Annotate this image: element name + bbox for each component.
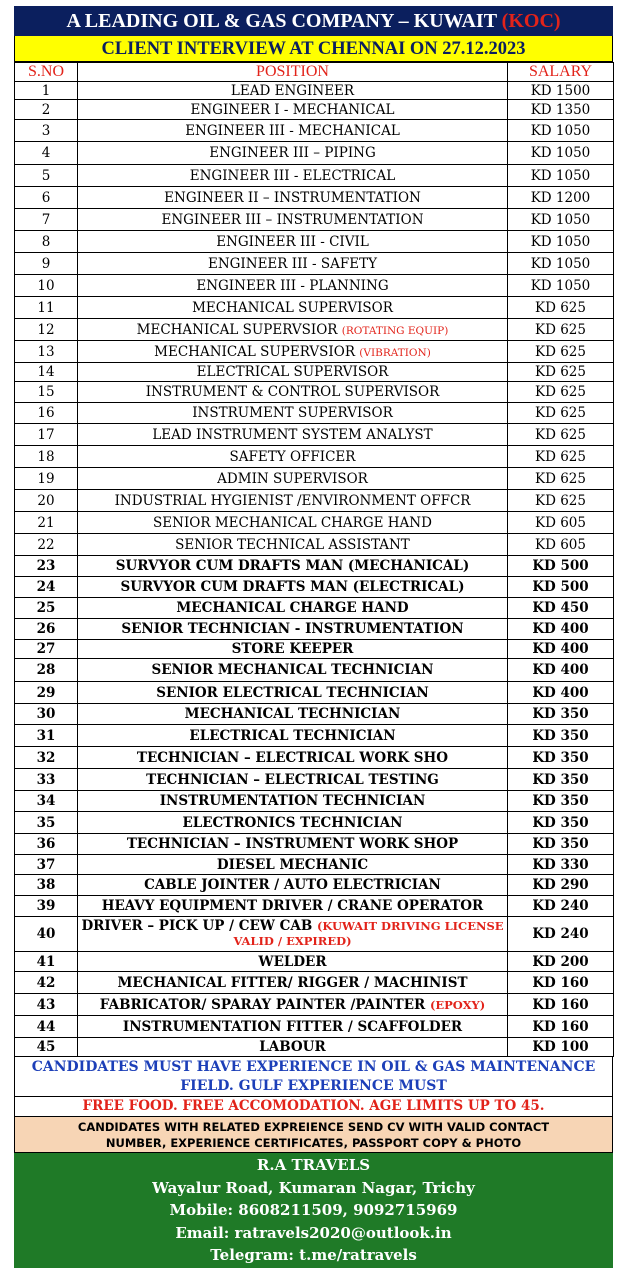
table-row [15, 534, 614, 556]
position-title: ENGINEER I - MECHANICAL [190, 101, 395, 118]
table-row [15, 253, 614, 275]
row-sno: 36 [15, 834, 78, 855]
agency-telegram: Telegram: t.me/ratravels [210, 1246, 417, 1264]
cv-line-1: CANDIDATES WITH RELATED EXPREIENCE SEND CV WITH VALID CONTACT [77, 1120, 550, 1134]
row-salary: KD 625 [508, 382, 614, 403]
row-sno: 40 [15, 917, 78, 952]
row-salary: KD 625 [508, 490, 614, 512]
table-row [15, 619, 614, 640]
row-salary: KD 1350 [508, 100, 614, 120]
row-sno: 18 [15, 446, 78, 468]
row-position [78, 534, 508, 556]
table-row [15, 382, 614, 403]
sno-header: S.NO [15, 63, 78, 82]
row-sno: 37 [15, 855, 78, 875]
row-position [78, 556, 508, 577]
row-sno: 4 [15, 142, 78, 165]
row-sno: 7 [15, 209, 78, 231]
position-title: INSTRUMENT & CONTROL SUPERVISOR [145, 384, 440, 400]
salary-header: SALARY [508, 63, 614, 82]
row-position [78, 994, 508, 1016]
position-title: ENGINEER III - MECHANICAL [185, 122, 400, 139]
row-sno: 45 [15, 1038, 78, 1057]
table-row [15, 319, 614, 341]
position-title: ENGINEER III - SAFETY [207, 255, 378, 272]
row-sno: 5 [15, 165, 78, 187]
positions-table [14, 62, 614, 1057]
position-title: LEAD ENGINEER [230, 82, 355, 99]
row-salary: KD 240 [508, 896, 614, 917]
table-row [15, 791, 614, 812]
position-title: ENGINEER III - CIVIL [216, 233, 369, 250]
row-position [78, 512, 508, 534]
interview-subtitle: CLIENT INTERVIEW AT CHENNAI ON 27.12.2023 [14, 36, 613, 62]
row-salary: KD 625 [508, 403, 614, 424]
row-sno: 33 [15, 769, 78, 791]
position-title: STORE KEEPER [231, 641, 354, 657]
row-position [78, 341, 508, 363]
agency-name: R.A TRAVELS [256, 1156, 371, 1174]
row-sno: 15 [15, 382, 78, 403]
position-title: HEAVY EQUIPMENT DRIVER / CRANE OPERATOR [101, 898, 484, 914]
benefits-line: FREE FOOD. FREE ACCOMODATION. AGE LIMITS UP TO 45. [14, 1097, 613, 1117]
table-row [15, 120, 614, 142]
row-position [78, 1016, 508, 1038]
row-sno: 20 [15, 490, 78, 512]
position-title: DIESEL MECHANIC [216, 856, 369, 873]
row-position [78, 253, 508, 275]
table-row [15, 994, 614, 1016]
position-title: SURVYOR CUM DRAFTS MAN (MECHANICAL) [115, 558, 470, 574]
row-salary: KD 350 [508, 834, 614, 855]
row-position [78, 424, 508, 446]
position-title: ADMIN SUPERVISOR [217, 470, 368, 487]
table-row [15, 917, 614, 952]
row-position [78, 446, 508, 468]
row-sno: 30 [15, 704, 78, 725]
row-sno: 12 [15, 319, 78, 341]
position-title: INSTRUMENT SUPERVISOR [192, 405, 393, 421]
table-row [15, 598, 614, 619]
row-sno: 11 [15, 297, 78, 319]
row-position [78, 972, 508, 994]
row-sno: 17 [15, 424, 78, 446]
row-salary: KD 160 [508, 994, 614, 1016]
row-position [78, 747, 508, 769]
row-position [78, 704, 508, 725]
position-title: SENIOR TECHNICIAN - INSTRUMENTATION [121, 621, 464, 637]
table-row [15, 363, 614, 382]
row-sno: 41 [15, 952, 78, 972]
row-position [78, 659, 508, 682]
row-sno: 34 [15, 791, 78, 812]
row-salary: KD 350 [508, 747, 614, 769]
row-sno: 25 [15, 598, 78, 619]
row-sno: 35 [15, 812, 78, 834]
row-position [78, 725, 508, 747]
company-title [14, 6, 613, 36]
row-sno: 26 [15, 619, 78, 640]
table-row [15, 747, 614, 769]
position-title: MECHANICAL SUPERVISOR [192, 299, 393, 316]
table-row [15, 640, 614, 659]
row-salary: KD 1050 [508, 209, 614, 231]
table-row [15, 341, 614, 363]
position-title: DRIVER – PICK UP / CEW CAB [81, 918, 317, 934]
position-title: ENGINEER III – PIPING [209, 145, 376, 161]
table-row [15, 468, 614, 490]
position-title: LEAD INSTRUMENT SYSTEM ANALYST [152, 426, 433, 443]
row-salary: KD 625 [508, 468, 614, 490]
table-row [15, 446, 614, 468]
company-tag: (KOC) [501, 10, 561, 32]
row-position [78, 100, 508, 120]
row-salary: KD 500 [508, 556, 614, 577]
row-position [78, 812, 508, 834]
row-position [78, 855, 508, 875]
experience-requirement [14, 1057, 613, 1097]
contact-block [14, 1153, 613, 1268]
row-salary: KD 350 [508, 769, 614, 791]
table-row [15, 812, 614, 834]
row-position [78, 297, 508, 319]
position-title: SENIOR MECHANICAL TECHNICIAN [151, 662, 434, 678]
row-sno: 28 [15, 659, 78, 682]
position-title: MECHANICAL SUPERVSIOR [136, 321, 342, 338]
row-position [78, 187, 508, 209]
row-position [78, 82, 508, 100]
row-position [78, 834, 508, 855]
row-sno: 1 [15, 82, 78, 100]
position-title: INSTRUMENTATION TECHNICIAN [159, 793, 426, 809]
row-sno: 23 [15, 556, 78, 577]
row-sno: 32 [15, 747, 78, 769]
table-row [15, 275, 614, 297]
row-salary: KD 330 [508, 855, 614, 875]
position-title: TECHNICIAN – ELECTRICAL WORK SHO [136, 749, 449, 766]
position-title: INDUSTRIAL HYGIENIST /ENVIRONMENT OFFCR [114, 492, 471, 509]
row-position [78, 142, 508, 165]
position-title: WELDER [258, 953, 327, 970]
row-sno: 2 [15, 100, 78, 120]
row-salary: KD 1500 [508, 82, 614, 100]
table-row [15, 577, 614, 598]
row-position [78, 791, 508, 812]
row-position [78, 275, 508, 297]
table-row [15, 896, 614, 917]
row-salary: KD 240 [508, 917, 614, 952]
table-row [15, 556, 614, 577]
row-position [78, 468, 508, 490]
table-row [15, 187, 614, 209]
position-title: MECHANICAL TECHNICIAN [184, 706, 401, 722]
position-note: (EPOXY) [429, 997, 486, 1012]
table-row [15, 659, 614, 682]
row-sno: 43 [15, 994, 78, 1016]
row-position [78, 952, 508, 972]
row-salary: KD 500 [508, 577, 614, 598]
row-position [78, 619, 508, 640]
row-position [78, 209, 508, 231]
row-sno: 22 [15, 534, 78, 556]
row-salary: KD 625 [508, 446, 614, 468]
row-salary: KD 100 [508, 1038, 614, 1057]
table-row [15, 834, 614, 855]
row-salary: KD 1200 [508, 187, 614, 209]
row-salary: KD 1050 [508, 120, 614, 142]
table-row [15, 142, 614, 165]
table-row [15, 165, 614, 187]
row-sno: 44 [15, 1016, 78, 1038]
row-position [78, 403, 508, 424]
position-title: TECHNICIAN – ELECTRICAL TESTING [146, 771, 439, 788]
row-sno: 16 [15, 403, 78, 424]
table-row [15, 875, 614, 896]
position-title: INSTRUMENTATION FITTER / SCAFFOLDER [122, 1018, 463, 1035]
row-sno: 13 [15, 341, 78, 363]
row-salary: KD 160 [508, 972, 614, 994]
row-salary: KD 625 [508, 341, 614, 363]
row-sno: 27 [15, 640, 78, 659]
row-position [78, 120, 508, 142]
row-salary: KD 400 [508, 659, 614, 682]
row-position [78, 490, 508, 512]
row-sno: 38 [15, 875, 78, 896]
row-sno: 3 [15, 120, 78, 142]
row-sno: 24 [15, 577, 78, 598]
position-title: MECHANICAL FITTER/ RIGGER / MACHINIST [117, 974, 468, 991]
row-position [78, 917, 508, 952]
table-row [15, 769, 614, 791]
table-row [15, 209, 614, 231]
row-position [78, 875, 508, 896]
row-salary: KD 625 [508, 297, 614, 319]
table-header-row [15, 63, 614, 82]
cv-line-2: NUMBER, EXPERIENCE CERTIFICATES, PASSPORT COPY & PHOTO [105, 1136, 522, 1150]
position-note: (KUWAIT DRIVING LICENSE VALID / EXPIRED) [233, 919, 504, 948]
row-position [78, 1038, 508, 1057]
row-position [78, 896, 508, 917]
row-salary: KD 290 [508, 875, 614, 896]
position-note: (ROTATING EQUIP) [341, 324, 449, 337]
table-row [15, 490, 614, 512]
position-title: MECHANICAL CHARGE HAND [176, 600, 409, 616]
table-row [15, 231, 614, 253]
experience-line-2: FIELD. GULF EXPERIENCE MUST [180, 1078, 447, 1094]
position-title: CABLE JOINTER / AUTO ELECTRICIAN [144, 877, 441, 893]
row-sno: 14 [15, 363, 78, 382]
row-salary: KD 625 [508, 363, 614, 382]
row-salary: KD 350 [508, 812, 614, 834]
row-position [78, 598, 508, 619]
row-sno: 42 [15, 972, 78, 994]
row-salary: KD 1050 [508, 231, 614, 253]
table-row [15, 1016, 614, 1038]
row-sno: 29 [15, 682, 78, 704]
position-title: SAFETY OFFICER [229, 448, 356, 465]
positions-table-body [15, 82, 614, 1057]
table-row [15, 424, 614, 446]
experience-line-1: CANDIDATES MUST HAVE EXPERIENCE IN OIL & GAS MAINTENANCE [31, 1059, 596, 1075]
position-title: ELECTRICAL SUPERVISOR [196, 364, 389, 380]
position-title: ENGINEER III - ELECTRICAL [189, 167, 396, 184]
row-salary: KD 400 [508, 640, 614, 659]
position-title: ENGINEER II – INSTRUMENTATION [164, 189, 421, 206]
table-row [15, 100, 614, 120]
position-title: ELECTRICAL TECHNICIAN [189, 727, 396, 744]
row-position [78, 577, 508, 598]
position-title: MECHANICAL SUPERVSIOR [154, 343, 360, 360]
row-salary: KD 1050 [508, 165, 614, 187]
row-position [78, 231, 508, 253]
table-row [15, 403, 614, 424]
row-position [78, 769, 508, 791]
row-salary: KD 1050 [508, 275, 614, 297]
row-position [78, 165, 508, 187]
agency-email: Email: ratravels2020@outlook.in [175, 1223, 452, 1242]
row-position [78, 382, 508, 403]
position-title: SENIOR TECHNICAL ASSISTANT [175, 536, 410, 553]
position-note: (VIBRATION) [359, 346, 431, 359]
row-salary: KD 160 [508, 1016, 614, 1038]
row-salary: KD 350 [508, 704, 614, 725]
row-salary: KD 400 [508, 682, 614, 704]
row-salary: KD 605 [508, 534, 614, 556]
position-title: TECHNICIAN – INSTRUMENT WORK SHOP [126, 836, 459, 852]
job-poster [14, 6, 613, 1268]
row-salary: KD 400 [508, 619, 614, 640]
row-position [78, 682, 508, 704]
table-row [15, 704, 614, 725]
position-title: ELECTRONICS TECHNICIAN [182, 814, 403, 831]
row-salary: KD 625 [508, 319, 614, 341]
table-row [15, 1038, 614, 1057]
table-row [15, 82, 614, 100]
table-row [15, 855, 614, 875]
row-salary: KD 350 [508, 725, 614, 747]
row-sno: 6 [15, 187, 78, 209]
position-title: LABOUR [259, 1039, 326, 1055]
position-title: SENIOR ELECTRICAL TECHNICIAN [156, 684, 429, 701]
row-salary: KD 625 [508, 424, 614, 446]
row-salary: KD 350 [508, 791, 614, 812]
row-position [78, 319, 508, 341]
position-title: SENIOR MECHANICAL CHARGE HAND [153, 514, 432, 531]
row-sno: 19 [15, 468, 78, 490]
row-sno: 31 [15, 725, 78, 747]
table-row [15, 512, 614, 534]
row-sno: 10 [15, 275, 78, 297]
table-row [15, 297, 614, 319]
row-position [78, 640, 508, 659]
table-row [15, 952, 614, 972]
row-salary: KD 1050 [508, 253, 614, 275]
row-salary: KD 200 [508, 952, 614, 972]
row-position [78, 363, 508, 382]
cv-instructions [14, 1117, 613, 1153]
company-title-text: A LEADING OIL & GAS COMPANY – KUWAIT [66, 10, 497, 32]
row-salary: KD 605 [508, 512, 614, 534]
row-salary: KD 450 [508, 598, 614, 619]
position-title: FABRICATOR/ SPARAY PAINTER /PAINTER [99, 996, 430, 1013]
row-sno: 8 [15, 231, 78, 253]
agency-address: Wayalur Road, Kumaran Nagar, Trichy [152, 1178, 475, 1197]
position-title: ENGINEER III - PLANNING [196, 277, 389, 294]
row-salary: KD 1050 [508, 142, 614, 165]
position-title: SURVYOR CUM DRAFTS MAN (ELECTRICAL) [120, 579, 465, 595]
row-sno: 21 [15, 512, 78, 534]
table-row [15, 682, 614, 704]
table-row [15, 972, 614, 994]
row-sno: 9 [15, 253, 78, 275]
table-row [15, 725, 614, 747]
position-header: POSITION [78, 63, 508, 82]
agency-mobile: Mobile: 8608211509, 9092715969 [169, 1201, 458, 1219]
position-title: ENGINEER III – INSTRUMENTATION [161, 211, 424, 228]
row-sno: 39 [15, 896, 78, 917]
